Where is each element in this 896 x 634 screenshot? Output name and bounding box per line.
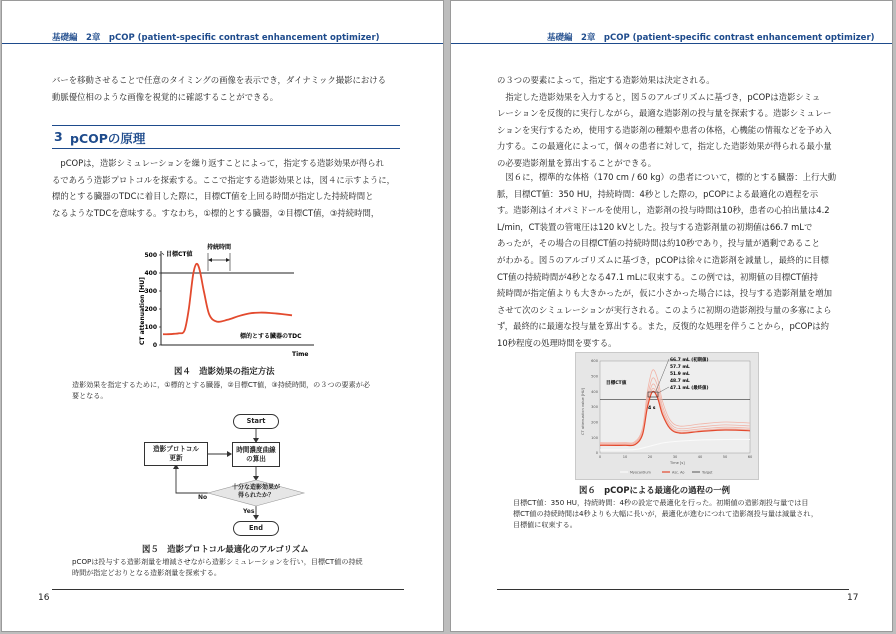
fig6-target-label: 目標CT値 <box>606 381 627 386</box>
fig6-volume-2: 57.7 mL <box>670 365 690 370</box>
figure6-chart <box>576 353 758 479</box>
fig6-ytick-label: 0 <box>595 451 598 456</box>
fig6-ytick-label: 200 <box>591 420 598 425</box>
fig4-ytick-label: 400 <box>144 270 157 277</box>
fig6-xtick-label: 0 <box>598 455 602 459</box>
fig6-legend-myo: Myocardium <box>630 470 651 475</box>
right-header-text: 基礎編 2章 pCOP (patient-specific contrast enhancement optimizer) <box>547 33 875 43</box>
section-number: 3 <box>54 129 63 144</box>
left-paragraph-top: バーを移動させることで任意のタイミングの画像を表示でき，ダイナミック撮影における 動脈優位相のような画像を視覚的に確認することができる。 <box>52 75 386 102</box>
fig5-simulate-node: 時間濃度曲線 の算出 <box>232 442 280 467</box>
fig6-volume-3: 51.9 mL <box>670 372 690 377</box>
right-footer-rule <box>497 589 849 590</box>
figure4-caption-title: 図４ 造影効果の指定方法 <box>174 366 275 376</box>
right-page-number: 17 <box>847 593 859 603</box>
fig6-legend-ao: Asc. Ao <box>672 470 685 475</box>
right-header <box>451 27 892 44</box>
fig5-update-node: 造影プロトコル 更新 <box>144 442 208 466</box>
fig4-target-label: 目標CT値 <box>166 251 193 258</box>
left-page-number: 16 <box>38 593 50 603</box>
fig6-ytick-label: 100 <box>591 435 598 440</box>
fig6-y-label: CT attenuation value [HU] <box>581 388 585 435</box>
fig4-ytick-label: 0 <box>152 342 157 349</box>
fig4-duration-label: 持続時間 <box>207 244 232 251</box>
fig6-ytick-label: 400 <box>591 389 598 394</box>
figure4-caption-body: 造影効果を指定するために，①標的とする臓器，②目標CT値，③持続時間，の３つの要素が必 要となる。 <box>72 380 370 400</box>
fig6-volume-5: 47.1 mL (最終値) <box>670 386 709 391</box>
fig6-legend-target: Target <box>702 470 713 475</box>
fig5-yes-label: Yes <box>243 508 255 515</box>
section-title: pCOPの原理 <box>70 131 146 146</box>
fig4-ytick-label: 300 <box>144 288 157 295</box>
figure6-chart-image <box>575 352 759 480</box>
figure6-caption-body: 目標CT値：350 HU，持続時間：4秒の設定で最適化を行った。初期値の造影剤投与量では目 標CT値の持続時間は4秒よりも大幅に長いが，最適化が進むにつれて造影剤投与量は減量され， 目標値に収束する。 <box>513 498 818 529</box>
fig4-x-label: Time <box>292 351 309 358</box>
fig4-y-label: CT attenuation [HU] <box>139 277 146 345</box>
fig6-xtick-label: 10 <box>622 455 628 459</box>
fig6-xtick-label: 20 <box>647 455 653 459</box>
fig6-xtick-label: 40 <box>697 455 703 459</box>
left-paragraph-principle: pCOPは，造影シミュレーションを繰り返すことによって，指定する造影効果が得られ るであろう造影プロトコルを探索する。ここで指定する造影効果とは，図４に示すように， 標的とする臓器のTDCに着目した際に，目標CT値を上回る時間が指定した持続時間と なるようなTDCを意味する。すなわち，①標的とする臓器，②目標CT値，③持続時間， <box>52 158 395 218</box>
fig6-ytick-label: 300 <box>591 405 598 410</box>
fig5-arrowhead-yes <box>253 515 259 520</box>
right-paragraph-2: 図６に，標準的な体格（170 cm / 60 kg）の患者について，標的とする臓器：上行大動 脈，目標CT値：350 HU，持続時間：4秒とした際の，pCOPによる最適化の過程を示 す。造影剤はイオパミドールを使用し，造影剤の投与時間は10秒，患者の心拍出量は4.2 L/min，CT装置の管電圧は120 kVとした。投与する造影剤量の初期値は66.7 mLで あったが，その場合の目標CT値の持続時間は約10秒であり，投与量が過剰であること がわかる。図５のアルゴリズムに基づき，pCOPは徐々に造影剤を減量し，最終的に目標 CT値の持続時間が4秒となる47.1 mLに収束する。この例では，初期値の目標CT値持 続時間が指定値よりも大きかったが，仮に小さかった場合には，投与する造影剤量を増加 させて次のシミュレーションが実行される。このように初期の造影剤投与量の多寡によら ず，最終的に最適な投与量を算出する。また，反復的な処理を伴うことから，pCOPは約 10秒程度の処理時間を要する。 <box>497 172 837 348</box>
fig5-decision-label: 十分な造影効果が 得られたか？ <box>231 484 280 499</box>
figure6-caption-title: 図６ pCOPによる最適化の過程の一例 <box>579 485 731 495</box>
fig4-ytick-label: 100 <box>144 324 157 331</box>
right-paragraph-1: の３つの要素によって，指定する造影効果は決定される。 指定した造影効果を入力すると，図５のアルゴリズムに基づき，pCOPは造影シミュ レーションを反復的に実行しながら，最適な造影剤の投与量を探索する。造影シミュレー ションを実行するため，使用する造影剤の種類や患者の体格，心機能の情報などを予め入 力する。この最適化によって，個々の患者に対して，指定した造影効果が得られる最小量 の必要造影剤量を算出することができる。 <box>497 75 832 168</box>
fig6-x-label: Time [s] <box>670 461 685 465</box>
fig5-end-node: End <box>233 521 279 536</box>
fig6-xtick-label: 30 <box>672 455 678 459</box>
figure5-caption-title: 図５ 造影プロトコル最適化のアルゴリズム <box>142 544 309 554</box>
fig6-volume-1: 66.7 mL (初期値) <box>670 358 709 363</box>
fig6-volume-4: 48.7 mL <box>670 379 690 384</box>
left-footer-rule <box>52 589 404 590</box>
fig6-duration-label: 4 s <box>648 406 656 411</box>
left-header-text: 基礎編 2章 pCOP (patient-specific contrast enhancement optimizer) <box>52 33 380 43</box>
fig6-ytick-label: 600 <box>591 359 598 364</box>
fig6-xtick-label: 60 <box>747 455 753 459</box>
fig6-xtick-label: 50 <box>722 455 728 459</box>
fig5-no-label: No <box>198 494 208 501</box>
right-page <box>450 0 893 632</box>
fig6-ytick-label: 500 <box>591 374 598 379</box>
fig4-organ-label: 標的とする臓器のTDC <box>240 333 302 340</box>
left-page <box>1 0 444 632</box>
figure5-caption-body: pCOPは投与する造影剤量を増減させながら造影シミュレーションを行い，目標CT値の持続 時間が指定どおりとなる造影剤量を探索する。 <box>72 557 363 577</box>
figure5-connectors <box>2 1 444 541</box>
figure5-flowchart <box>2 1 444 541</box>
fig5-connector-no <box>176 466 224 493</box>
fig4-ytick-label: 500 <box>144 252 157 259</box>
fig5-start-node: Start <box>233 414 279 429</box>
fig4-ytick-label: 200 <box>144 306 157 313</box>
